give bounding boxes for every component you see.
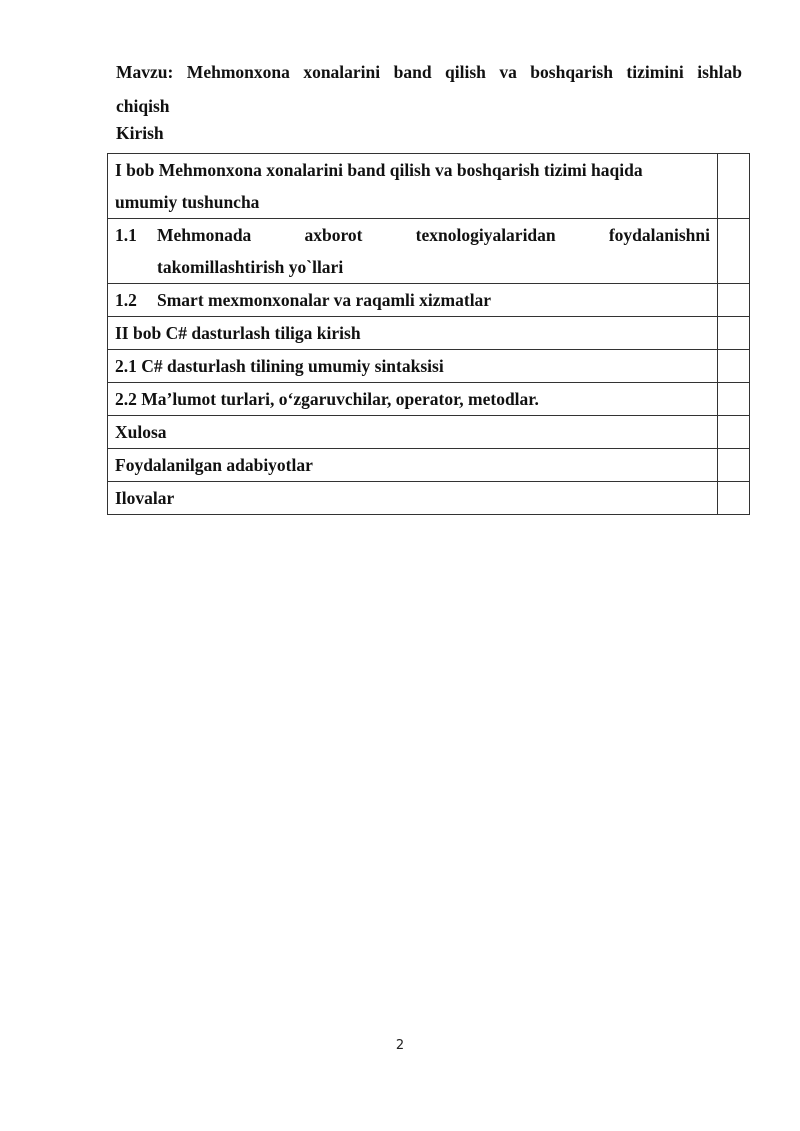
toc-row	[108, 482, 750, 515]
toc-entry	[108, 449, 718, 482]
toc-word: axborot	[304, 225, 363, 245]
toc-word: texnologiyalaridan	[415, 225, 556, 245]
toc-entry-line-2: takomillashtirish yo`llari	[157, 257, 344, 277]
toc-entry	[108, 284, 718, 317]
toc-row	[108, 154, 750, 219]
document-title	[116, 55, 742, 123]
toc-entry	[108, 219, 718, 284]
intro-heading: Kirish	[116, 123, 164, 143]
toc-page-cell	[718, 482, 750, 515]
table-of-contents	[107, 153, 750, 515]
toc-page-cell	[718, 154, 750, 219]
toc-entry	[108, 350, 718, 383]
toc-word: Mehmonada	[157, 225, 252, 245]
toc-entry-text: I bob Mehmonxona xonalarini band qilish va boshqarish tizimi haqida	[115, 160, 643, 180]
toc-row	[108, 416, 750, 449]
toc-entry-text: 2.1 C# dasturlash tilining umumiy sintaksisi	[115, 356, 444, 376]
toc-page-cell	[718, 383, 750, 416]
toc-word: foydalanishni	[608, 225, 710, 245]
toc-row	[108, 317, 750, 350]
toc-entry-text: Ilovalar	[115, 488, 175, 508]
page-number: 2	[395, 1038, 405, 1053]
toc-entry-line-2: umumiy tushuncha	[115, 192, 260, 212]
toc-entry	[108, 317, 718, 350]
toc-row	[108, 219, 750, 284]
toc-page-cell	[718, 219, 750, 284]
toc-entry-text: II bob C# dasturlash tiliga kirish	[115, 323, 361, 343]
toc-page-cell	[718, 449, 750, 482]
toc-row	[108, 449, 750, 482]
toc-entry-line-1	[115, 154, 710, 186]
toc-entry-text: 2.2 Ma’lumot turlari, o‘zgaruvchilar, operator, metodlar.	[115, 389, 539, 409]
toc-entry-text: Xulosa	[115, 422, 167, 442]
title-line-2: chiqish	[116, 96, 170, 116]
toc-entry	[108, 482, 718, 515]
toc-page-cell	[718, 350, 750, 383]
toc-entry	[108, 416, 718, 449]
title-line-1: Mavzu: Mehmonxona xonalarini band qilish va boshqarish tizimini ishlab	[116, 62, 742, 82]
toc-row	[108, 350, 750, 383]
toc-entry-text: Foydalanilgan adabiyotlar	[115, 455, 313, 475]
toc-entry-number: 1.1	[115, 225, 137, 245]
toc-row	[108, 383, 750, 416]
toc-entry-number: 1.2	[115, 290, 137, 310]
toc-entry	[108, 383, 718, 416]
toc-page-cell	[718, 284, 750, 317]
toc-entry	[108, 154, 718, 219]
toc-page-cell	[718, 317, 750, 350]
toc-page-cell	[718, 416, 750, 449]
toc-entry-line-1	[157, 219, 710, 251]
toc-row	[108, 284, 750, 317]
toc-entry-text: Smart mexmonxonalar va raqamli xizmatlar	[157, 290, 492, 310]
